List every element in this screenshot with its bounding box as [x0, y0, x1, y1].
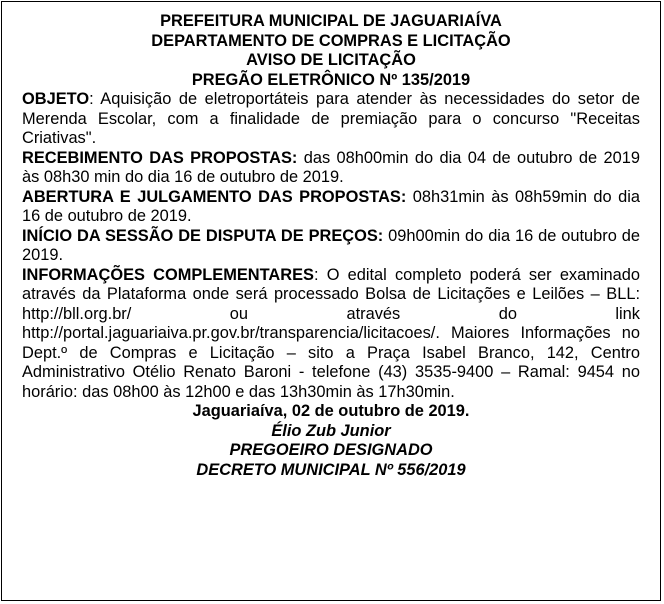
- section-recebimento: [22, 149, 640, 188]
- section-abertura: [22, 188, 640, 227]
- licitation-notice: [1, 1, 661, 601]
- abertura-label: ABERTURA E JULGAMENTO DAS PROPOSTAS:: [22, 187, 407, 206]
- signature-name: Élio Zub Junior: [271, 421, 391, 440]
- section-informacoes: [22, 266, 640, 403]
- recebimento-text: das 08h00min do dia 04 de outubro de 2019 às 08h30 min do dia 16 de outubro de 2019.: [22, 148, 640, 186]
- objeto-label: OBJETO: [22, 90, 90, 108]
- signature-role: PREGOEIRO DESIGNADO: [229, 441, 433, 459]
- header-department: DEPARTAMENTO DE COMPRAS E LICITAÇÃO: [151, 31, 511, 50]
- inicio-label: INÍCIO DA SESSÃO DE DISPUTA DE PREÇOS:: [22, 226, 384, 245]
- inicio-text: 09h00min do dia 16 de outubro de 2019.: [22, 226, 640, 264]
- header-city: PREFEITURA MUNICIPAL DE JAGUARIAÍVA: [160, 12, 502, 30]
- header-notice-type: AVISO DE LICITAÇÃO: [246, 51, 416, 69]
- signature-decree: DECRETO MUNICIPAL Nº 556/2019: [196, 460, 466, 479]
- header-process-number: PREGÃO ELETRÔNICO Nº 135/2019: [191, 70, 471, 89]
- informacoes-label: INFORMAÇÕES COMPLEMENTARES: [22, 265, 314, 284]
- section-objeto: [22, 90, 640, 149]
- abertura-text: 08h31min às 08h59min do dia 16 de outubro de 2019.: [22, 187, 640, 225]
- recebimento-label: RECEBIMENTO DAS PROPOSTAS:: [22, 148, 298, 167]
- informacoes-text: : O edital completo poderá ser examinado através da Plataforma onde será processado Bolsa de Licitações e Leilões – BLL: http://bll.org.br/ ou através do link http://portal.jaguariaiva.pr.gov.br/transparencia/licitacoes/. Maiores Informações no Dept.º de Compras e Licitação – sito a Praça Isabel Branco, 142, Centro Administrativo Otélio Renato Baroni - telefone (43) 3535-9400 – Ramal: 9454 no horário: das 08h00 às 12h00 e das 13h30min às 17h30min.: [22, 265, 641, 401]
- objeto-text: : Aquisição de eletroportáteis para atender às necessidades do setor de Merenda Escolar, com a finalidade de premiação para o concurso "Receitas Criativas".: [22, 90, 640, 147]
- signature-place-date: Jaguariaíva, 02 de outubro de 2019.: [192, 402, 470, 420]
- section-inicio: [22, 227, 640, 266]
